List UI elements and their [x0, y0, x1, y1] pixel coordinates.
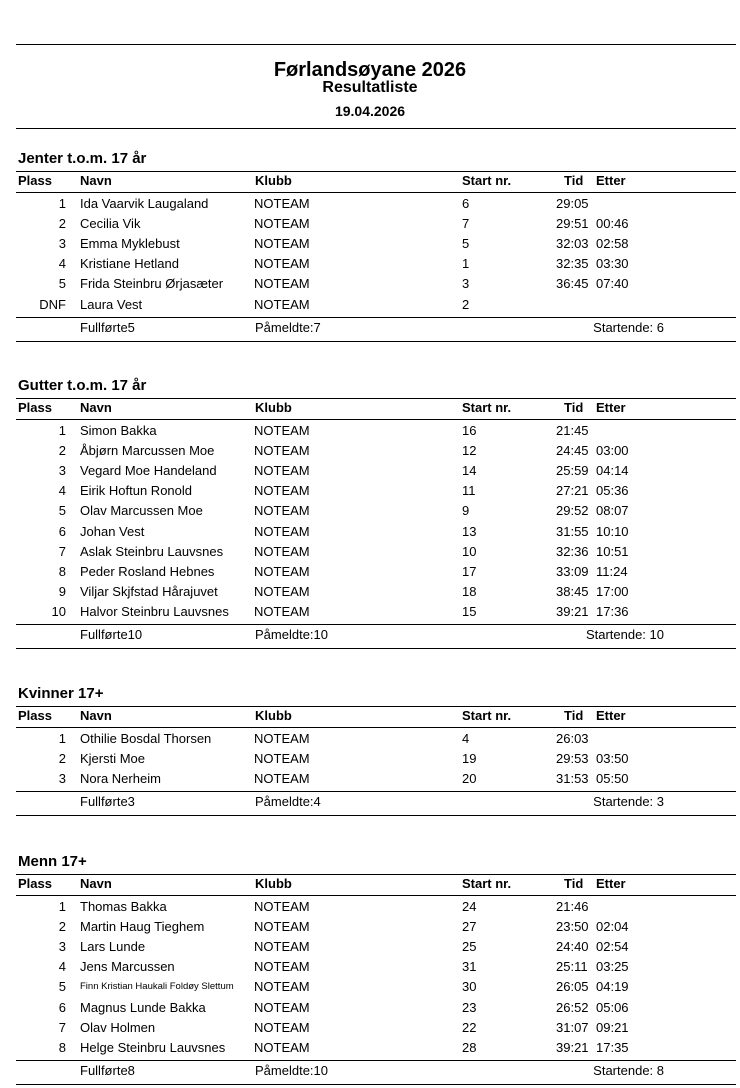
result-row: [0, 729, 740, 749]
column-header-time: Tid: [564, 173, 584, 188]
result-start-no: 7: [462, 216, 470, 232]
result-place: 7: [58, 1019, 66, 1035]
section-bottom-divider: [16, 341, 736, 342]
result-time: 29:05: [556, 196, 589, 211]
result-row: [0, 441, 740, 461]
result-behind: 02:04: [596, 919, 629, 935]
section-title: Kvinner 17+: [18, 685, 104, 702]
column-header-name: Navn: [80, 708, 112, 723]
result-name: Emma Myklebust: [80, 236, 180, 252]
result-behind: 02:58: [596, 236, 629, 252]
column-header-club: Klubb: [255, 173, 292, 188]
result-time: 23:50: [556, 919, 589, 935]
result-club: NOTEAM: [254, 899, 310, 914]
result-row: [0, 998, 740, 1018]
result-behind: 17:35: [596, 1039, 629, 1055]
result-start-no: 20: [462, 771, 477, 787]
result-row: [0, 897, 740, 917]
column-header-row: [0, 398, 740, 418]
summary-registered: Påmeldte:10: [255, 1062, 328, 1078]
result-name: Frida Steinbru Ørjasæter: [80, 276, 224, 292]
result-start-no: 6: [462, 196, 470, 211]
column-header-place: Plass: [18, 876, 52, 891]
result-start-no: 23: [462, 999, 477, 1015]
section-header-bottom-divider: [16, 419, 736, 420]
result-club: NOTEAM: [254, 296, 310, 312]
result-behind: 05:36: [596, 483, 629, 499]
result-time: 29:52: [556, 503, 589, 519]
result-time: 27:21: [556, 483, 589, 499]
result-time: 32:36: [556, 543, 589, 559]
result-row: [0, 562, 740, 582]
result-name: Simon Bakka: [80, 423, 157, 438]
result-place: 6: [58, 999, 66, 1015]
result-name: Thomas Bakka: [80, 899, 167, 914]
section-summary-row: [0, 1061, 740, 1081]
result-behind: 11:24: [596, 563, 628, 579]
result-behind: 02:54: [596, 939, 629, 955]
result-name: Aslak Steinbru Lauvsnes: [80, 543, 224, 559]
result-place: 7: [58, 543, 66, 559]
section-title: Jenter t.o.m. 17 år: [18, 150, 147, 167]
section-title: Gutter t.o.m. 17 år: [18, 377, 147, 394]
result-time: 26:03: [556, 731, 589, 746]
column-header-start-no: Start nr.: [462, 173, 512, 188]
result-start-no: 17: [462, 563, 477, 579]
result-place: 4: [58, 256, 66, 272]
column-header-row: [0, 171, 740, 191]
result-name: Laura Vest: [80, 296, 143, 312]
result-place: 2: [58, 919, 66, 935]
result-club: NOTEAM: [254, 563, 310, 579]
result-start-no: 4: [462, 731, 470, 746]
result-name: Kjersti Moe: [80, 751, 146, 767]
result-row: [0, 481, 740, 501]
result-start-no: 9: [462, 503, 470, 519]
result-time: 25:59: [556, 463, 589, 479]
result-name: Vegard Moe Handeland: [80, 463, 217, 479]
result-place: 6: [58, 523, 66, 539]
top-divider: [16, 44, 736, 45]
result-place: 1: [58, 196, 66, 211]
result-place: 1: [58, 423, 66, 438]
result-place: 3: [58, 771, 66, 787]
result-start-no: 14: [462, 463, 477, 479]
summary-starters: Startende: 3: [593, 794, 664, 810]
section-header-bottom-divider: [16, 192, 736, 193]
result-behind: 09:21: [596, 1019, 629, 1035]
column-header-row: [0, 706, 740, 726]
summary-registered: Påmeldte:4: [255, 794, 321, 810]
result-name: Peder Rosland Hebnes: [80, 563, 215, 579]
result-start-no: 5: [462, 236, 470, 252]
result-time: 26:52: [556, 999, 589, 1015]
column-header-behind: Etter: [596, 708, 626, 723]
result-club: NOTEAM: [254, 939, 310, 955]
result-club: NOTEAM: [254, 236, 310, 252]
result-time: 25:11: [556, 959, 588, 975]
result-time: 38:45: [556, 583, 589, 599]
column-header-time: Tid: [564, 876, 584, 891]
result-place: 1: [58, 731, 66, 746]
section-summary-row: [0, 318, 740, 338]
column-header-club: Klubb: [255, 876, 292, 891]
column-header-behind: Etter: [596, 173, 626, 188]
section-summary-row: [0, 792, 740, 812]
column-header-name: Navn: [80, 173, 112, 188]
result-behind: 10:10: [596, 523, 629, 539]
result-row: [0, 977, 740, 997]
result-row: [0, 957, 740, 977]
header-bottom-divider: [16, 128, 736, 129]
result-club: NOTEAM: [254, 771, 310, 787]
result-club: NOTEAM: [254, 979, 310, 995]
result-place: 4: [58, 483, 66, 499]
result-behind: 05:06: [596, 999, 629, 1015]
result-start-no: 16: [462, 423, 477, 438]
result-club: NOTEAM: [254, 216, 310, 232]
result-name: Kristiane Hetland: [80, 256, 179, 272]
column-header-place: Plass: [18, 708, 52, 723]
result-row: [0, 749, 740, 769]
result-place: 2: [58, 751, 66, 767]
column-header-behind: Etter: [596, 400, 626, 415]
result-start-no: 19: [462, 751, 477, 767]
result-start-no: 24: [462, 899, 477, 914]
result-name: Jens Marcussen: [80, 959, 175, 975]
result-club: NOTEAM: [254, 919, 310, 935]
result-start-no: 15: [462, 603, 477, 619]
result-time: 31:53: [556, 771, 589, 787]
result-name: Åbjørn Marcussen Moe: [80, 443, 215, 459]
result-row: [0, 769, 740, 789]
result-start-no: 10: [462, 543, 477, 559]
result-row: [0, 542, 740, 562]
result-time: 24:45: [556, 443, 589, 459]
result-behind: 03:30: [596, 256, 629, 272]
result-time: 29:53: [556, 751, 589, 767]
result-time: 32:35: [556, 256, 589, 272]
result-start-no: 31: [462, 959, 477, 975]
result-place: 1: [58, 899, 66, 914]
column-header-place: Plass: [18, 400, 52, 415]
result-place: 4: [58, 959, 66, 975]
section-header-bottom-divider: [16, 727, 736, 728]
result-behind: 08:07: [596, 503, 629, 519]
section-title: Menn 17+: [18, 853, 87, 870]
summary-completed: Fullførte5: [80, 319, 135, 335]
result-place: 5: [58, 503, 66, 519]
result-start-no: 18: [462, 583, 477, 599]
result-behind: 17:36: [596, 603, 629, 619]
result-behind: 10:51: [596, 543, 629, 559]
result-behind: 17:00: [596, 583, 629, 599]
summary-starters: Startende: 6: [593, 319, 664, 335]
column-header-club: Klubb: [255, 708, 292, 723]
result-time: 21:46: [556, 899, 589, 914]
result-club: NOTEAM: [254, 463, 310, 479]
result-start-no: 11: [462, 483, 476, 499]
result-name: Nora Nerheim: [80, 771, 161, 787]
column-header-name: Navn: [80, 400, 112, 415]
result-name: Lars Lunde: [80, 939, 146, 955]
result-start-no: 1: [462, 256, 470, 272]
result-club: NOTEAM: [254, 503, 310, 519]
column-header-name: Navn: [80, 876, 112, 891]
result-name: Martin Haug Tieghem: [80, 919, 205, 935]
result-place: 8: [58, 1039, 66, 1055]
summary-completed: Fullførte3: [80, 794, 135, 810]
column-header-place: Plass: [18, 173, 52, 188]
summary-registered: Påmeldte:10: [255, 627, 328, 642]
result-row: [0, 274, 740, 294]
result-club: NOTEAM: [254, 751, 310, 767]
result-row: [0, 602, 740, 622]
section-bottom-divider: [16, 815, 736, 816]
result-place: 2: [58, 443, 66, 459]
result-behind: 07:40: [596, 276, 629, 292]
result-time: 31:55: [556, 523, 589, 539]
result-behind: 03:00: [596, 443, 629, 459]
result-time: 26:05: [556, 979, 589, 995]
result-club: NOTEAM: [254, 603, 310, 619]
result-behind: 05:50: [596, 771, 629, 787]
result-place: 3: [58, 463, 66, 479]
result-name: Johan Vest: [80, 523, 145, 539]
result-name: Olav Holmen: [80, 1019, 156, 1035]
result-time: 36:45: [556, 276, 589, 292]
result-row: [0, 194, 740, 214]
result-start-no: 22: [462, 1019, 477, 1035]
result-row: [0, 522, 740, 542]
result-club: NOTEAM: [254, 731, 310, 746]
result-club: NOTEAM: [254, 999, 310, 1015]
summary-starters: Startende: 10: [585, 627, 664, 642]
result-club: NOTEAM: [254, 523, 310, 539]
result-name: Magnus Lunde Bakka: [80, 999, 206, 1015]
column-header-row: [0, 874, 740, 894]
result-start-no: 12: [462, 443, 477, 459]
result-time: 29:51: [556, 216, 589, 232]
result-behind: 04:14: [596, 463, 629, 479]
section-header-bottom-divider: [16, 895, 736, 896]
result-row: [0, 937, 740, 957]
result-row: [0, 1038, 740, 1058]
result-place: DNF: [39, 296, 66, 312]
result-name: Cecilia Vik: [80, 216, 141, 232]
result-name: Helge Steinbru Lauvsnes: [80, 1039, 226, 1055]
column-header-club: Klubb: [255, 400, 292, 415]
result-start-no: 2: [462, 296, 470, 312]
result-club: NOTEAM: [254, 483, 310, 499]
result-name: Eirik Hoftun Ronold: [80, 483, 192, 499]
column-header-time: Tid: [564, 708, 584, 723]
result-place: 8: [58, 563, 66, 579]
result-club: NOTEAM: [254, 443, 310, 459]
result-name: Finn Kristian Haukali Foldøy Slettum: [80, 981, 234, 993]
document-subtitle: Resultatliste: [322, 79, 418, 96]
result-time: 24:40: [556, 939, 589, 955]
result-name: Viljar Skjfstad Hårajuvet: [80, 583, 218, 599]
result-time: 21:45: [556, 423, 589, 438]
summary-completed: Fullførte8: [80, 1062, 135, 1078]
result-time: 32:03: [556, 236, 589, 252]
result-place: 5: [58, 276, 66, 292]
result-row: [0, 214, 740, 234]
result-name: Halvor Steinbru Lauvsnes: [80, 603, 229, 619]
result-place: 2: [58, 216, 66, 232]
result-time: 39:21: [556, 603, 589, 619]
result-start-no: 28: [462, 1039, 477, 1055]
result-club: NOTEAM: [254, 256, 310, 272]
result-place: 9: [58, 583, 66, 599]
column-header-time: Tid: [564, 400, 584, 415]
result-place: 5: [58, 979, 66, 995]
summary-completed: Fullførte10: [80, 627, 143, 642]
result-row: [0, 501, 740, 521]
result-club: NOTEAM: [254, 959, 310, 975]
result-row: [0, 295, 740, 315]
result-row: [0, 421, 740, 441]
result-behind: 03:50: [596, 751, 629, 767]
result-time: 31:07: [556, 1019, 589, 1035]
section-bottom-divider: [16, 1084, 736, 1085]
result-row: [0, 917, 740, 937]
result-row: [0, 1018, 740, 1038]
result-row: [0, 254, 740, 274]
result-club: NOTEAM: [254, 276, 310, 292]
section-bottom-divider: [16, 648, 736, 649]
result-place: 3: [58, 939, 66, 955]
result-club: NOTEAM: [254, 423, 310, 438]
result-club: NOTEAM: [254, 196, 310, 211]
result-name: Ida Vaarvik Laugaland: [80, 196, 209, 211]
result-row: [0, 582, 740, 602]
result-place: 3: [58, 236, 66, 252]
result-row: [0, 461, 740, 481]
column-header-start-no: Start nr.: [462, 876, 512, 891]
result-behind: 03:25: [596, 959, 629, 975]
document-date: 19.04.2026: [334, 103, 406, 119]
result-start-no: 3: [462, 276, 470, 292]
result-row: [0, 234, 740, 254]
result-place: 10: [51, 603, 66, 619]
result-start-no: 13: [462, 523, 477, 539]
result-name: Othilie Bosdal Thorsen: [80, 731, 212, 746]
result-club: NOTEAM: [254, 1019, 310, 1035]
document-title: Førlandsøyane 2026: [273, 59, 467, 81]
result-time: 39:21: [556, 1039, 589, 1055]
column-header-start-no: Start nr.: [462, 708, 512, 723]
result-start-no: 25: [462, 939, 477, 955]
result-behind: 04:19: [596, 979, 629, 995]
result-club: NOTEAM: [254, 583, 310, 599]
result-time: 33:09: [556, 563, 589, 579]
result-start-no: 30: [462, 979, 477, 995]
column-header-start-no: Start nr.: [462, 400, 512, 415]
section-summary-row: [0, 625, 740, 645]
result-start-no: 27: [462, 919, 477, 935]
result-club: NOTEAM: [254, 543, 310, 559]
result-club: NOTEAM: [254, 1039, 310, 1055]
column-header-behind: Etter: [596, 876, 626, 891]
result-name: Olav Marcussen Moe: [80, 503, 203, 519]
summary-starters: Startende: 8: [593, 1062, 664, 1078]
summary-registered: Påmeldte:7: [255, 319, 321, 335]
result-behind: 00:46: [596, 216, 629, 232]
